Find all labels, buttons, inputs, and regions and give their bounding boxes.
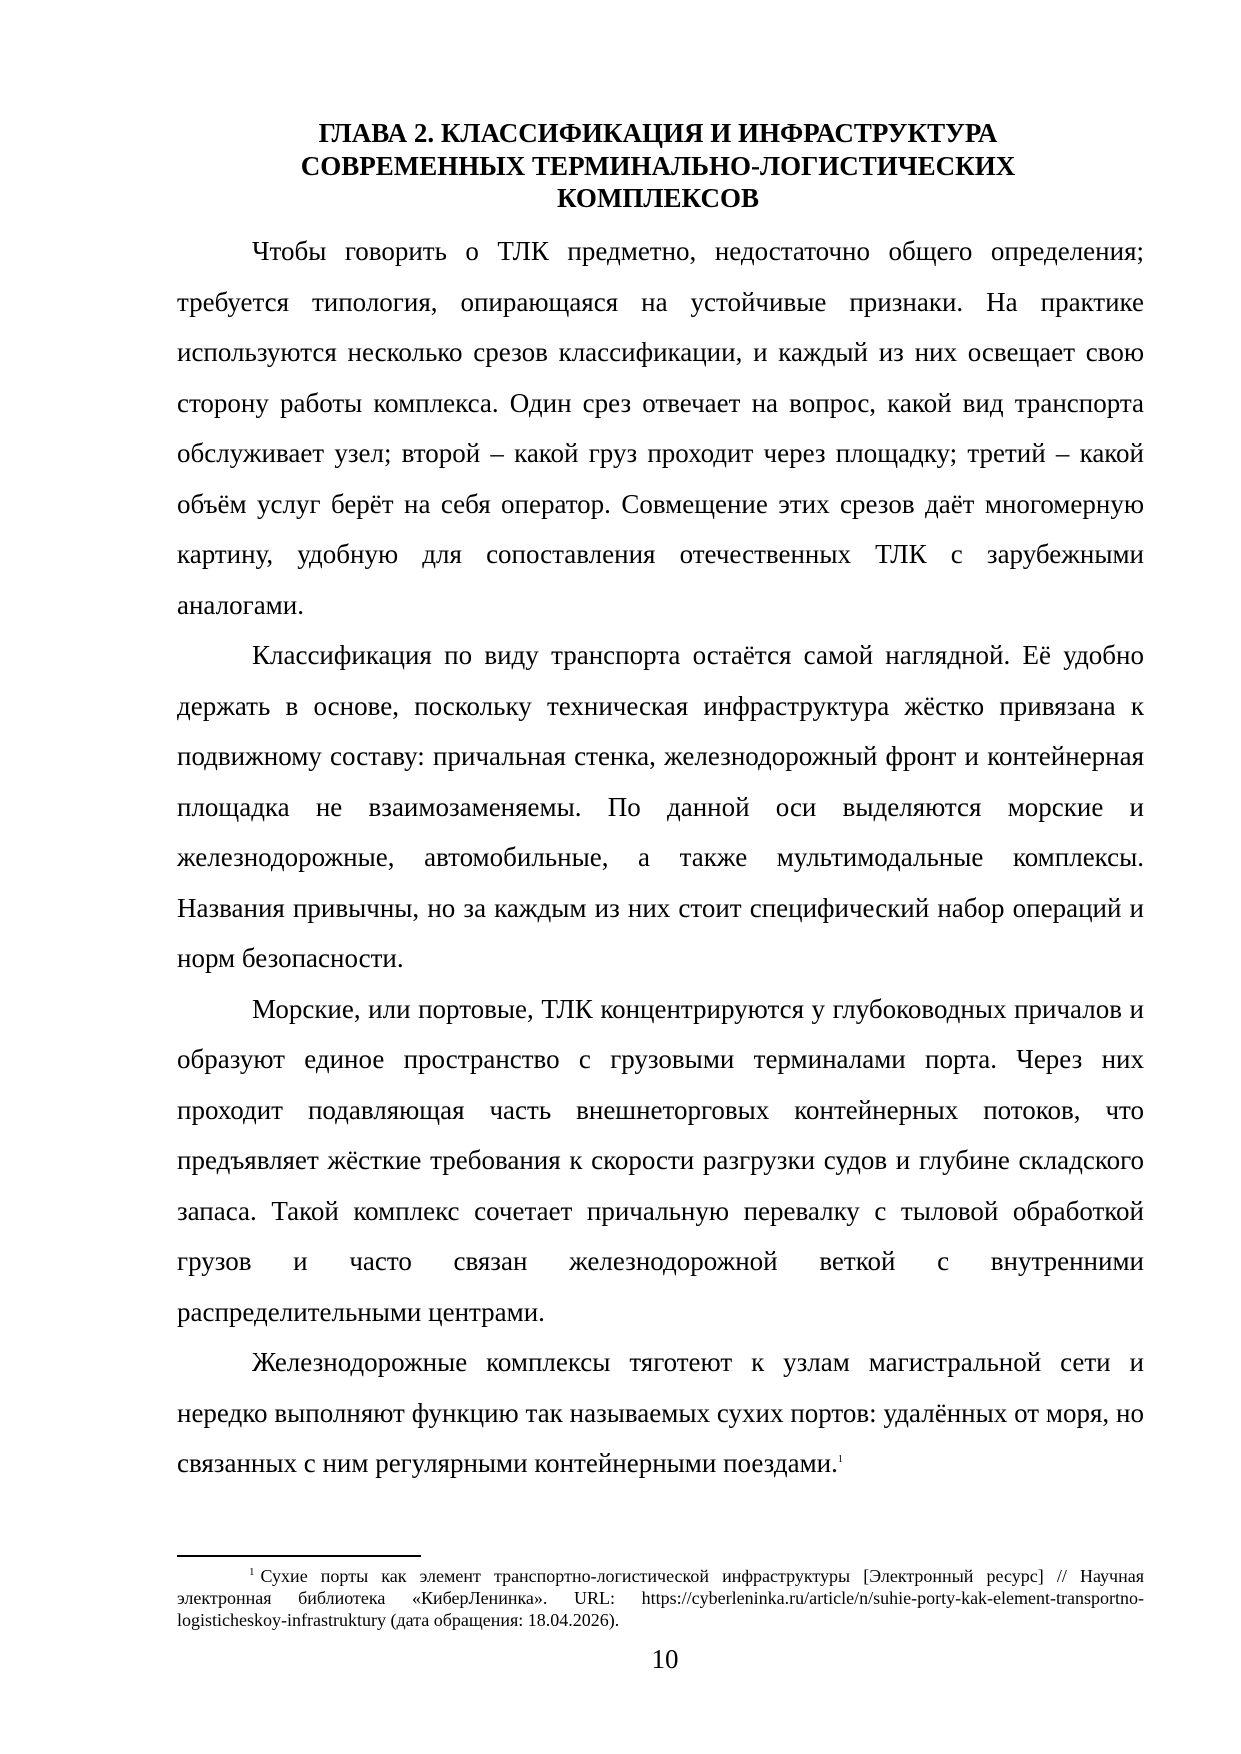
paragraph-with-footnote [177,1337,1144,1489]
footnote [177,1565,1144,1631]
footnote-separator [177,1555,421,1557]
paragraph-text: Железнодорожные комплексы тяготеют к узлам магистральной сети и нередко выполняют функцию так называемых сухих портов: удалённых от моря, но связанных с ним регулярными контейнерными поездами. [177,1347,1144,1478]
footnote-marker: 1 [249,1566,255,1578]
page-number: 10 [651,1644,679,1674]
chapter-heading-line: ГЛАВА 2. КЛАССИФИКАЦИЯ И ИНФРАСТРУКТУРА [318,118,998,148]
chapter-heading-line: СОВРЕМЕННЫХ ТЕРМИНАЛЬНО-ЛОГИСТИЧЕСКИХ [300,150,1016,181]
paragraph: Классификация по виду транспорта остаётся самой наглядной. Её удобно держать в основе, поскольку техническая инфраструктура жёстко привязана к подвижному составу: причальная стенка, железнодорожный фронт и контейнерная площадка не взаимозаменяемы. По данной оси выделяются морские и железнодорожные, автомобильные, а также мультимодальные комплексы. Названия привычны, но за каждым из них стоит специфический набор операций и норм безопасности. [177,640,1144,973]
footnote-reference[interactable]: 1 [837,1454,843,1465]
chapter-heading [175,117,1141,215]
paragraph: Морские, или портовые, ТЛК концентрируются у глубоководных причалов и образуют единое пространство с грузовыми терминалами порта. Через них проходит подавляющая часть внешнеторговых контейнерных потоков, что предъявляет жёсткие требования к скорости разгрузки судов и глубине складского запаса. Такой комплекс сочетает причальную перевалку с тыловой обработкой грузов и часто связан железнодорожной веткой с внутренними распределительными центрами. [177,993,1144,1327]
footnote-text: Сухие порты как элемент транспортно-логистической инфраструктуры [Электронный ресурс] // Научная электронная библиотека «КиберЛенинка». URL: https://cyberleninka.ru/article/n/suhie-porty-kak-element-transportno-logisticheskoy-infrastruktury (дата обращения: 18.04.2026). [177,1566,1144,1630]
paragraph: Чтобы говорить о ТЛК предметно, недостаточно общего определения; требуется типология, опирающаяся на устойчивые признаки. На практике используются несколько срезов классификации, и каждый из них освещает свою сторону работы комплекса. Один срез отвечает на вопрос, какой вид транспорта обслуживает узел; второй – какой груз проходит через площадку; третий – какой объём услуг берёт на себя оператор. Совмещение этих срезов даёт многомерную картину, удобную для сопоставления отечественных ТЛК с зарубежными аналогами. [177,236,1144,620]
chapter-heading-line: КОМПЛЕКСОВ [557,183,759,213]
body-text [177,226,1144,1489]
